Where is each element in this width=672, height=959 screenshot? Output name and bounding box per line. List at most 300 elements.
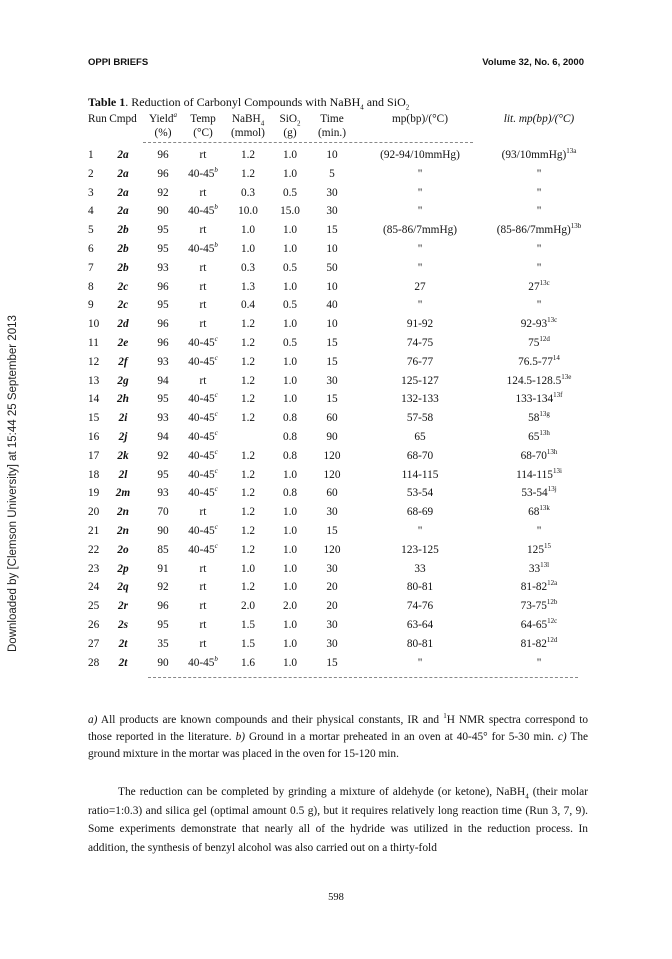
cell-cmpd (104, 638, 142, 650)
header-row-1 (88, 113, 588, 127)
cell-lit (483, 149, 595, 161)
cell-cmpd (104, 356, 142, 368)
cell-temp-text: 40-45 (188, 412, 215, 425)
cell-sio2 (274, 168, 306, 180)
cell-mp (360, 168, 480, 180)
cell-sio2 (274, 431, 306, 443)
cell-sio2 (274, 243, 306, 255)
cell-time (312, 525, 352, 537)
cell-temp (182, 318, 224, 330)
cell-temp-text: rt (199, 618, 207, 631)
cell-sio2 (274, 638, 306, 650)
cell-temp-text: rt (199, 261, 207, 274)
cell-cmpd (104, 450, 142, 462)
cell-sio2 (274, 544, 306, 556)
cell-time (312, 243, 352, 255)
cell-temp (182, 541, 224, 556)
cell-nabh4-text: 1.2 (240, 318, 256, 331)
cell-nabh4-text: 1.6 (240, 656, 256, 669)
cell-nabh4 (228, 318, 268, 330)
table-row (88, 205, 588, 224)
cell-nabh4-text: 1.2 (240, 355, 256, 368)
cell-nabh4 (228, 619, 268, 631)
cell-time-text: 5 (329, 167, 335, 180)
col-sio2-sub: 2 (297, 119, 301, 128)
col-nabh4 (228, 113, 268, 128)
cell-sio2 (274, 525, 306, 537)
cell-lit-text: " (536, 167, 542, 180)
cell-nabh4-text: 1.2 (240, 167, 256, 180)
cell-temp (182, 281, 224, 293)
note-a-label: a) (88, 714, 98, 726)
table-row (88, 243, 588, 262)
cell-sio2 (274, 450, 306, 462)
cell-sio2-text: 0.8 (282, 487, 298, 500)
cell-mp (360, 299, 480, 311)
cell-cmpd-text: 2f (118, 355, 128, 368)
col-cmpd: Cmpd (109, 113, 137, 125)
cell-time (312, 168, 352, 180)
cell-run-text: 7 (88, 261, 94, 274)
cell-mp (360, 356, 480, 368)
cell-yield (146, 281, 180, 293)
cell-lit-text: 125 (527, 543, 544, 556)
cell-lit (483, 372, 595, 387)
col-nabh4-unit: (mmol) (231, 127, 265, 139)
cell-yield-text: 91 (157, 562, 169, 575)
cell-temp-text: 40-45 (188, 449, 215, 462)
cell-time-text: 120 (323, 449, 341, 462)
cell-temp-sup: c (214, 429, 218, 438)
cell-yield-text: 90 (157, 656, 169, 669)
cell-run-text: 16 (88, 430, 100, 443)
cell-yield (146, 375, 180, 387)
cell-sio2 (274, 262, 306, 274)
cell-time (312, 187, 352, 199)
cell-cmpd-text: 2a (117, 167, 129, 180)
cell-yield (146, 431, 180, 443)
cell-run-text: 23 (88, 562, 100, 575)
cell-yield (146, 299, 180, 311)
cell-nabh4-text: 1.2 (240, 543, 256, 556)
cell-lit-sup: 13c (547, 316, 558, 325)
table-row (88, 600, 588, 619)
cell-mp (360, 412, 480, 424)
cell-cmpd-text: 2h (117, 393, 129, 406)
cell-run-text: 1 (88, 149, 94, 161)
cell-lit-text: " (536, 261, 542, 274)
table-row (88, 337, 588, 356)
cell-yield (146, 487, 180, 499)
cell-cmpd (104, 187, 142, 199)
cell-sio2-text: 15.0 (280, 205, 300, 218)
cell-lit (483, 337, 595, 349)
cell-temp-sup: c (214, 391, 218, 400)
cell-mp (360, 262, 480, 274)
table-footnotes (88, 712, 588, 763)
cell-sio2-text: 0.5 (282, 336, 298, 349)
cell-mp (360, 281, 480, 293)
cell-nabh4-text: 0.4 (240, 299, 256, 312)
cell-mp (360, 581, 480, 593)
cell-lit (483, 431, 595, 443)
cell-yield (146, 243, 180, 255)
cell-run-text: 27 (88, 637, 100, 650)
cell-yield (146, 224, 180, 236)
cell-mp-text: 80-81 (406, 581, 434, 594)
cell-cmpd (104, 487, 142, 499)
cell-lit (483, 466, 595, 481)
cell-nabh4 (228, 506, 268, 518)
cell-time-text: 10 (326, 149, 338, 161)
cell-run-text: 17 (88, 449, 100, 462)
cell-lit (483, 412, 595, 424)
cell-lit (483, 356, 595, 368)
cell-yield (146, 469, 180, 481)
cell-sio2 (274, 149, 306, 161)
cell-yield (146, 544, 180, 556)
cell-temp (182, 149, 224, 161)
table-row (88, 372, 588, 394)
cell-cmpd (104, 563, 142, 575)
cell-temp (182, 412, 224, 424)
cell-mp-text: 27 (414, 280, 426, 293)
cell-nabh4 (228, 544, 268, 556)
table-body (88, 149, 588, 675)
cell-nabh4-text: 1.2 (240, 524, 256, 537)
cell-sio2-text: 1.0 (282, 524, 298, 537)
cell-mp (360, 469, 480, 481)
cell-temp-text: 40-45 (188, 656, 215, 669)
cell-run-text: 6 (88, 242, 94, 255)
cell-temp (182, 447, 224, 462)
cell-time (312, 224, 352, 236)
cell-nabh4 (228, 450, 268, 462)
cell-lit (483, 560, 595, 575)
cell-time-text: 15 (326, 224, 338, 237)
cell-nabh4-text: 2.0 (240, 600, 256, 613)
cell-mp-text: 74-75 (406, 336, 434, 349)
cell-mp-text: 114-115 (401, 468, 439, 481)
cell-temp-text: 40-45 (188, 468, 215, 481)
cell-temp-text: 40-45 (188, 205, 215, 218)
col-yield-sup: a (173, 111, 177, 120)
cell-sio2-text: 0.8 (282, 412, 298, 425)
cell-mp-text: " (417, 299, 423, 312)
cell-sio2 (274, 337, 306, 349)
cell-cmpd (104, 412, 142, 424)
cell-nabh4 (228, 168, 268, 180)
cell-run-text: 24 (88, 581, 100, 594)
table-row (88, 447, 588, 469)
cell-lit-sup: 12d (539, 335, 550, 344)
cell-cmpd (104, 619, 142, 631)
cell-temp (182, 466, 224, 481)
cell-temp-sup: c (214, 447, 218, 456)
cell-lit-text: " (536, 205, 542, 218)
cell-time (312, 393, 352, 405)
cell-time (312, 205, 352, 217)
cell-yield-text: 96 (157, 149, 169, 161)
cell-cmpd-text: 2a (117, 205, 129, 218)
cell-cmpd-text: 2b (117, 224, 129, 237)
cell-yield (146, 337, 180, 349)
table-row (88, 581, 588, 600)
cell-nabh4-text: 1.0 (240, 562, 256, 575)
cell-temp-text: rt (199, 186, 207, 199)
cell-time-text: 30 (326, 374, 338, 387)
cell-mp (360, 506, 480, 518)
cell-temp (182, 243, 224, 255)
cell-time-text: 10 (326, 280, 338, 293)
cell-sio2-text: 1.0 (282, 224, 298, 237)
cell-temp-text: rt (199, 374, 207, 387)
table-row (88, 412, 588, 431)
cell-sio2 (274, 506, 306, 518)
cell-time (312, 657, 352, 669)
cell-yield-text: 95 (157, 299, 169, 312)
cell-time-text: 30 (326, 562, 338, 575)
table-row (88, 356, 588, 375)
cell-lit-sup: 13g (539, 410, 550, 419)
cell-yield-text: 96 (157, 318, 169, 331)
cell-run-text: 19 (88, 487, 100, 500)
cell-sio2 (274, 469, 306, 481)
cell-run-text: 9 (88, 299, 94, 312)
cell-cmpd (104, 281, 142, 293)
cell-lit-text: 75 (528, 336, 540, 349)
cell-time-text: 120 (323, 543, 341, 556)
cell-nabh4-text: 1.3 (240, 280, 256, 293)
cell-yield-text: 90 (157, 205, 169, 218)
note-b-text: Ground in a mortar preheated in an oven at 40-45° for 5-30 min. (245, 731, 558, 743)
cell-yield-text: 95 (157, 242, 169, 255)
cell-cmpd-text: 2l (118, 468, 128, 481)
cell-yield-text: 90 (157, 524, 169, 537)
cell-yield-text: 70 (157, 506, 169, 519)
cell-temp (182, 563, 224, 575)
cell-temp (182, 487, 224, 499)
cell-mp-text: " (417, 524, 423, 537)
cell-cmpd (104, 431, 142, 443)
cell-lit (483, 581, 595, 593)
cell-yield (146, 318, 180, 330)
cell-mp-text: 125-127 (401, 374, 439, 387)
cell-sio2 (274, 600, 306, 612)
cell-yield (146, 619, 180, 631)
cell-temp-text: rt (199, 318, 207, 331)
cell-temp (182, 262, 224, 274)
cell-cmpd-text: 2o (117, 543, 129, 556)
cell-mp-text: " (417, 186, 423, 199)
cell-lit (483, 541, 595, 556)
cell-cmpd-text: 2b (117, 242, 129, 255)
cell-run-text: 10 (88, 318, 100, 331)
cell-nabh4 (228, 205, 268, 217)
cell-run-text: 21 (88, 524, 100, 537)
caption-sub2: 2 (405, 103, 410, 112)
cell-mp (360, 600, 480, 612)
cell-yield (146, 525, 180, 537)
cell-temp (182, 619, 224, 631)
cell-sio2-text: 0.8 (282, 449, 298, 462)
cell-run-text: 13 (88, 374, 100, 387)
cell-lit-text: 68 (528, 506, 540, 519)
cell-lit (483, 600, 595, 612)
cell-nabh4-text: 10.0 (238, 205, 258, 218)
cell-run-text: 3 (88, 186, 94, 199)
cell-lit (483, 187, 595, 199)
cell-mp-text: " (417, 242, 423, 255)
table-row (88, 262, 588, 281)
cell-nabh4 (228, 487, 268, 499)
cell-temp (182, 431, 224, 443)
cell-nabh4-text: 1.2 (240, 449, 256, 462)
cell-cmpd (104, 262, 142, 274)
cell-cmpd (104, 600, 142, 612)
header-row-2 (88, 127, 588, 141)
cell-sio2-text: 1.0 (282, 468, 298, 481)
table-row (88, 224, 588, 243)
col-temp: Temp (190, 113, 216, 125)
cell-nabh4 (228, 356, 268, 368)
cell-nabh4 (228, 638, 268, 650)
cell-sio2 (274, 487, 306, 499)
cell-temp-text: 40-45 (188, 430, 215, 443)
footer-rule (148, 677, 578, 678)
cell-lit (483, 635, 595, 650)
cell-temp-sup: b (214, 203, 218, 212)
cell-lit-text: 133-134 (515, 393, 554, 406)
cell-lit (483, 393, 595, 405)
table-row (88, 506, 588, 525)
cell-nabh4 (228, 224, 268, 236)
col-sio2-unit: (g) (283, 127, 297, 139)
cell-run-text: 11 (88, 336, 99, 349)
cell-nabh4 (228, 412, 268, 424)
table-row (88, 525, 588, 544)
col-run: Run (88, 113, 107, 125)
cell-temp (182, 393, 224, 405)
cell-yield (146, 412, 180, 424)
cell-time-text: 90 (326, 430, 338, 443)
cell-temp-sup: c (214, 523, 218, 532)
cell-cmpd-text: 2d (117, 318, 129, 331)
cell-time (312, 450, 352, 462)
cell-mp-text: " (417, 167, 423, 180)
cell-yield (146, 393, 180, 405)
cell-time (312, 375, 352, 387)
cell-cmpd-text: 2t (118, 656, 128, 669)
cell-sio2 (274, 581, 306, 593)
cell-temp-sup: b (214, 241, 218, 250)
cell-cmpd-text: 2k (117, 449, 129, 462)
cell-temp-sup: c (214, 485, 218, 494)
cell-temp-text: 40-45 (188, 393, 215, 406)
cell-yield-text: 93 (157, 261, 169, 274)
cell-lit-text: 124.5-128.5 (506, 374, 562, 387)
cell-nabh4 (228, 337, 268, 349)
col-time-unit: (min.) (318, 127, 346, 139)
cell-lit-text: " (536, 524, 542, 537)
cell-lit (483, 224, 595, 236)
cell-temp (182, 356, 224, 368)
cell-time (312, 412, 352, 424)
cell-lit-text: (93/10mmHg) (501, 149, 567, 161)
cell-yield (146, 262, 180, 274)
cell-run-text: 18 (88, 468, 100, 481)
cell-temp-text: 40-45 (188, 487, 215, 500)
cell-run-text: 15 (88, 412, 100, 425)
cell-cmpd (104, 506, 142, 518)
cell-cmpd-text: 2g (117, 374, 129, 387)
cell-lit (483, 278, 595, 293)
cell-mp-text: 123-125 (401, 543, 439, 556)
cell-lit-text: 53-54 (521, 487, 548, 500)
table-row (88, 278, 588, 300)
cell-cmpd-text: 2m (115, 487, 131, 500)
cell-temp-text: rt (199, 299, 207, 312)
cell-cmpd-text: 2q (117, 581, 129, 594)
body-text-b: (their molar ratio=1:0.3) and silica gel (optimal amount 0.5 g), but it requires relatively long reaction time (Run 3, 7, 9). Some experiments demonstrate that nearly all of the hydride was utilized in the reduction process. In addition, the synthesis of benzyl alcohol was also carried out on a thirty-fold (88, 786, 588, 854)
cell-mp (360, 224, 480, 236)
cell-nabh4-text: 0.3 (240, 261, 256, 274)
cell-mp (360, 243, 480, 255)
cell-yield-text: 95 (157, 224, 169, 237)
cell-temp (182, 638, 224, 650)
cell-lit-text: 58 (528, 412, 540, 425)
cell-sio2-text: 1.0 (282, 242, 298, 255)
cell-nabh4-text: 1.2 (240, 487, 256, 500)
cell-cmpd (104, 375, 142, 387)
cell-nabh4-text: 1.2 (240, 468, 256, 481)
cell-lit-sup: 12d (546, 635, 558, 644)
cell-mp-text: " (417, 205, 423, 218)
cell-time-text: 10 (326, 318, 338, 331)
cell-temp-text: 40-45 (188, 543, 215, 556)
caption-sub: 4 (360, 103, 364, 112)
body-text-a: The reduction can be completed by grinding a mixture of aldehyde (or ketone), NaBH (118, 786, 526, 798)
cell-yield (146, 581, 180, 593)
cell-time-text: 60 (326, 487, 338, 500)
cell-time (312, 299, 352, 311)
cell-run-text: 14 (88, 393, 100, 406)
cell-cmpd-text: 2t (118, 637, 128, 650)
cell-mp-text: (92-94/10mmHg) (380, 149, 460, 161)
cell-lit-text: " (536, 186, 542, 199)
cell-cmpd-text: 2n (117, 506, 129, 519)
cell-sio2-text: 1.0 (282, 637, 298, 650)
cell-yield (146, 356, 180, 368)
volume-header: Volume 32, No. 6, 2000 (482, 57, 584, 68)
cell-cmpd (104, 205, 142, 217)
cell-cmpd (104, 299, 142, 311)
cell-cmpd (104, 581, 142, 593)
table-row (88, 635, 588, 657)
cell-nabh4 (228, 393, 268, 405)
cell-sio2-text: 1.0 (282, 393, 298, 406)
cell-sio2-text: 1.0 (282, 618, 298, 631)
cell-cmpd (104, 168, 142, 180)
table-row (88, 168, 588, 187)
cell-lit (483, 318, 595, 330)
cell-lit-sup: 13l (540, 560, 550, 569)
cell-sio2-text: 0.5 (282, 186, 298, 199)
cell-sio2 (274, 299, 306, 311)
cell-temp (182, 299, 224, 311)
cell-time (312, 262, 352, 274)
cell-sio2-text: 1.0 (282, 167, 298, 180)
